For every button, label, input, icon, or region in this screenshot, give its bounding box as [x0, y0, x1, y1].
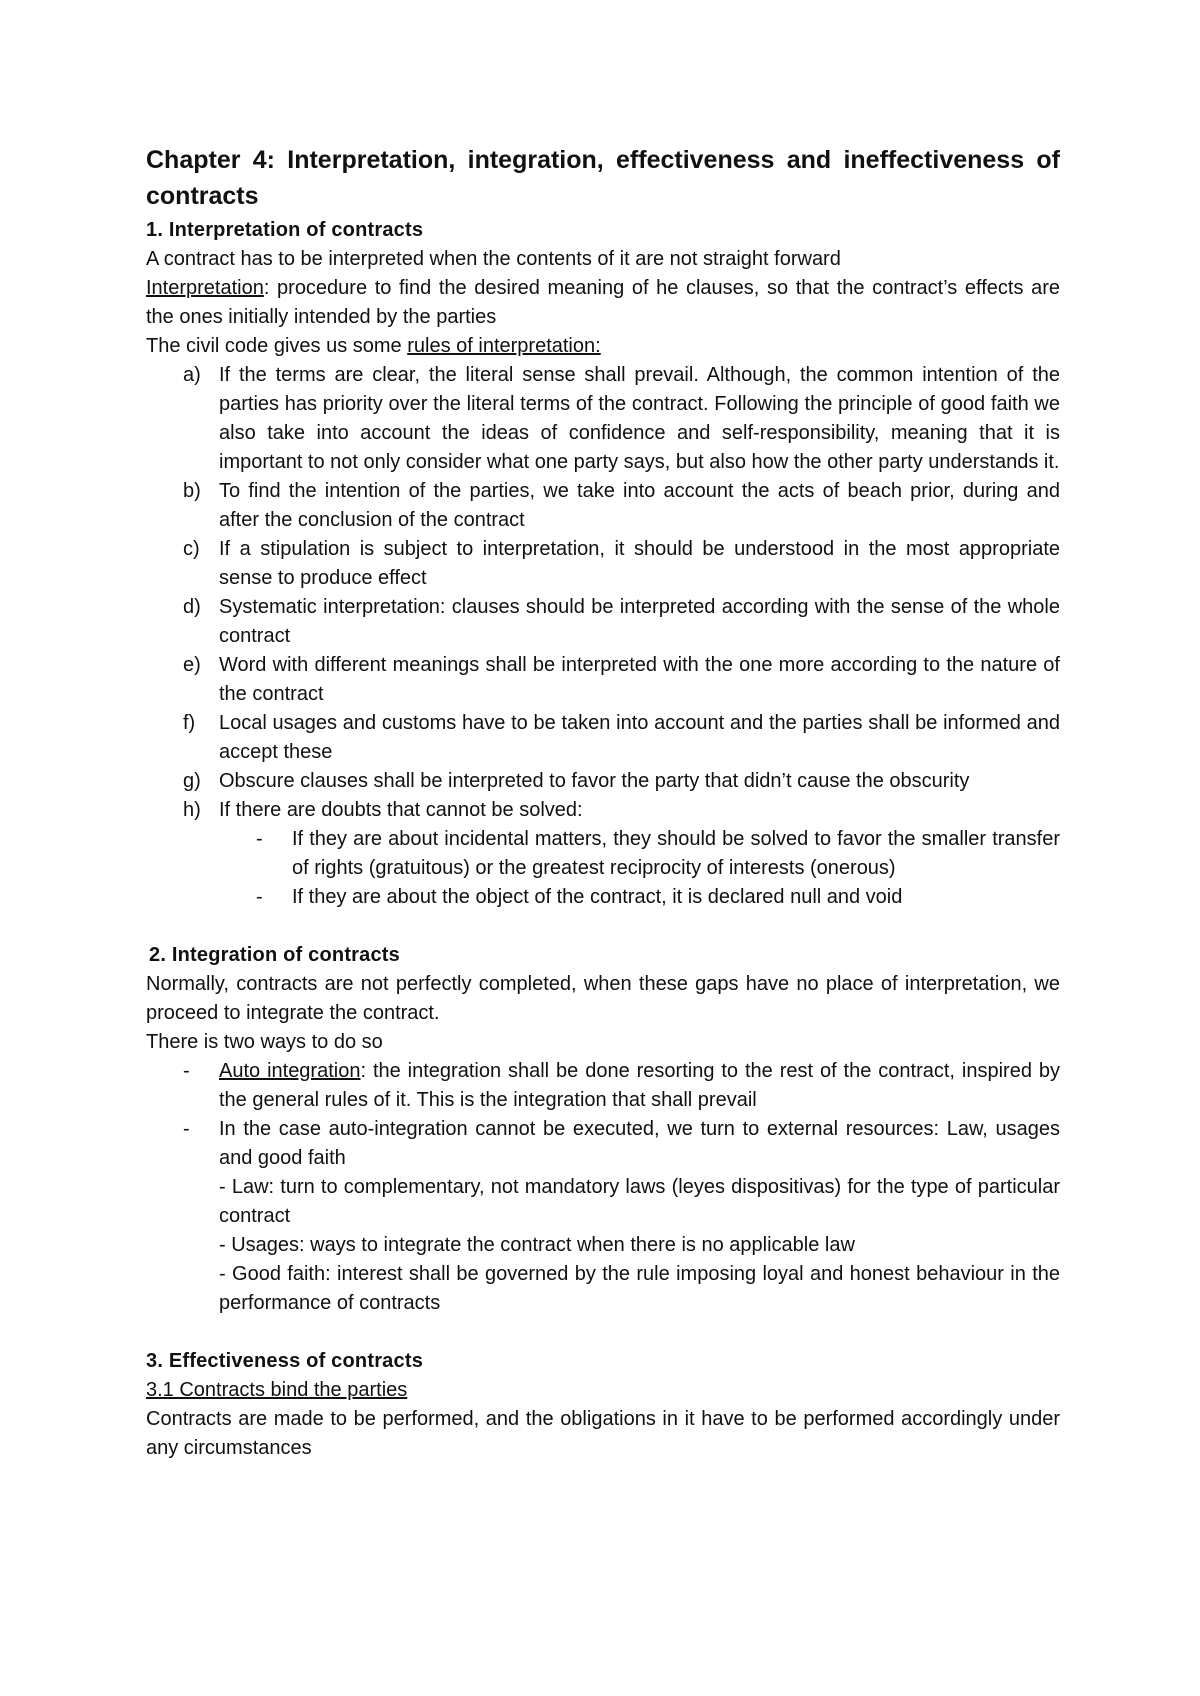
list-item-text: If they are about incidental matters, they should be solved to favor the smaller transfer of rights (gratuitous) or the greatest reciprocity of interests (onerous) [292, 828, 1060, 879]
list-marker: g) [183, 770, 201, 792]
chapter-title: Chapter 4: Interpretation, integration, effectiveness and ineffectiveness of contracts [146, 146, 1060, 210]
section-2-intro: Normally, contracts are not perfectly completed, when these gaps have no place of interpretation, we proceed to integrate the contract. [146, 973, 1060, 1024]
section-1-heading: 1. Interpretation of contracts [146, 219, 424, 241]
list-item-text: Systematic interpretation: clauses should be interpreted according with the sense of the whole contract [219, 596, 1060, 647]
section-3-heading: 3. Effectiveness of contracts [146, 1350, 424, 1372]
external-resources-text: In the case auto-integration cannot be executed, we turn to external resources: Law, usages and good faith [219, 1118, 1060, 1169]
list-marker: f) [183, 712, 196, 734]
list-item [146, 651, 1060, 709]
rules-of-interpretation-term: rules of interpretation: [407, 335, 601, 357]
list-marker: b) [183, 480, 201, 502]
section-3-text: Contracts are made to be performed, and the obligations in it have to be performed accordingly under any circumstances [146, 1408, 1060, 1459]
list-item-text: If there are doubts that cannot be solved: [219, 799, 583, 821]
list-item [146, 709, 1060, 767]
unsolved-doubts-list [146, 825, 1060, 912]
rules-lead-paragraph [146, 332, 1060, 361]
auto-integration-text: : the integration shall be done resorting to the rest of the contract, inspired by the general rules of it. This is the integration that shall prevail [219, 1060, 1060, 1111]
list-item [146, 1115, 1060, 1318]
auto-integration-term: Auto integration [219, 1060, 361, 1082]
list-item [146, 825, 1060, 883]
list-item-text: If they are about the object of the contract, it is declared null and void [292, 886, 903, 908]
list-item [146, 796, 1060, 825]
list-marker: e) [183, 654, 201, 676]
dash-marker: - [183, 1060, 190, 1082]
list-item [146, 477, 1060, 535]
dash-marker: - [256, 828, 263, 850]
list-item [146, 593, 1060, 651]
list-item [146, 361, 1060, 477]
interpretation-definition [146, 274, 1060, 332]
section-1-intro: A contract has to be interpreted when the contents of it are not straight forward [146, 248, 841, 270]
list-marker: a) [183, 364, 201, 386]
rules-lead-text: The civil code gives us some [146, 335, 408, 357]
law-subitem: - Law: turn to complementary, not mandatory laws (leyes dispositivas) for the type of particular contract [219, 1176, 1060, 1227]
section-2-heading: 2. Integration of contracts [149, 944, 400, 966]
document-page [146, 142, 1060, 1463]
list-item-text: Word with different meanings shall be interpreted with the one more according to the nature of the contract [219, 654, 1060, 705]
usages-subitem: - Usages: ways to integrate the contract when there is no applicable law [219, 1234, 855, 1256]
list-item [146, 767, 1060, 796]
list-item-text: To find the intention of the parties, we take into account the acts of beach prior, during and after the conclusion of the contract [219, 480, 1060, 531]
interpretation-term: Interpretation [146, 277, 264, 299]
list-item-text: Local usages and customs have to be taken into account and the parties shall be informed and accept these [219, 712, 1060, 763]
integration-ways-list [146, 1057, 1060, 1318]
list-marker: c) [183, 538, 200, 560]
interpretation-definition-text: : procedure to find the desired meaning of he clauses, so that the contract’s effects are the ones initially intended by the parties [146, 277, 1060, 328]
dash-marker: - [183, 1118, 190, 1140]
list-marker: h) [183, 799, 201, 821]
list-item-text: If a stipulation is subject to interpretation, it should be understood in the most appropriate sense to produce effect [219, 538, 1060, 589]
list-item [146, 883, 1060, 912]
list-item-text: If the terms are clear, the literal sense shall prevail. Although, the common intention of the parties has priority over the literal terms of the contract. Following the principle of good faith we also take into account the ideas of confidence and self-responsibility, meaning that it is important to not only consider what one party says, but also how the other party understands it. [219, 364, 1060, 473]
list-marker: d) [183, 596, 201, 618]
ways-lead: There is two ways to do so [146, 1031, 383, 1053]
list-item-text: Obscure clauses shall be interpreted to favor the party that didn’t cause the obscurity [219, 770, 970, 792]
list-item [146, 535, 1060, 593]
list-item [146, 1057, 1060, 1115]
good-faith-subitem: - Good faith: interest shall be governed by the rule imposing loyal and honest behaviour in the performance of contracts [219, 1263, 1060, 1314]
dash-marker: - [256, 886, 263, 908]
interpretation-rules-list [146, 361, 1060, 825]
section-3-1-subheading: 3.1 Contracts bind the parties [146, 1379, 408, 1401]
